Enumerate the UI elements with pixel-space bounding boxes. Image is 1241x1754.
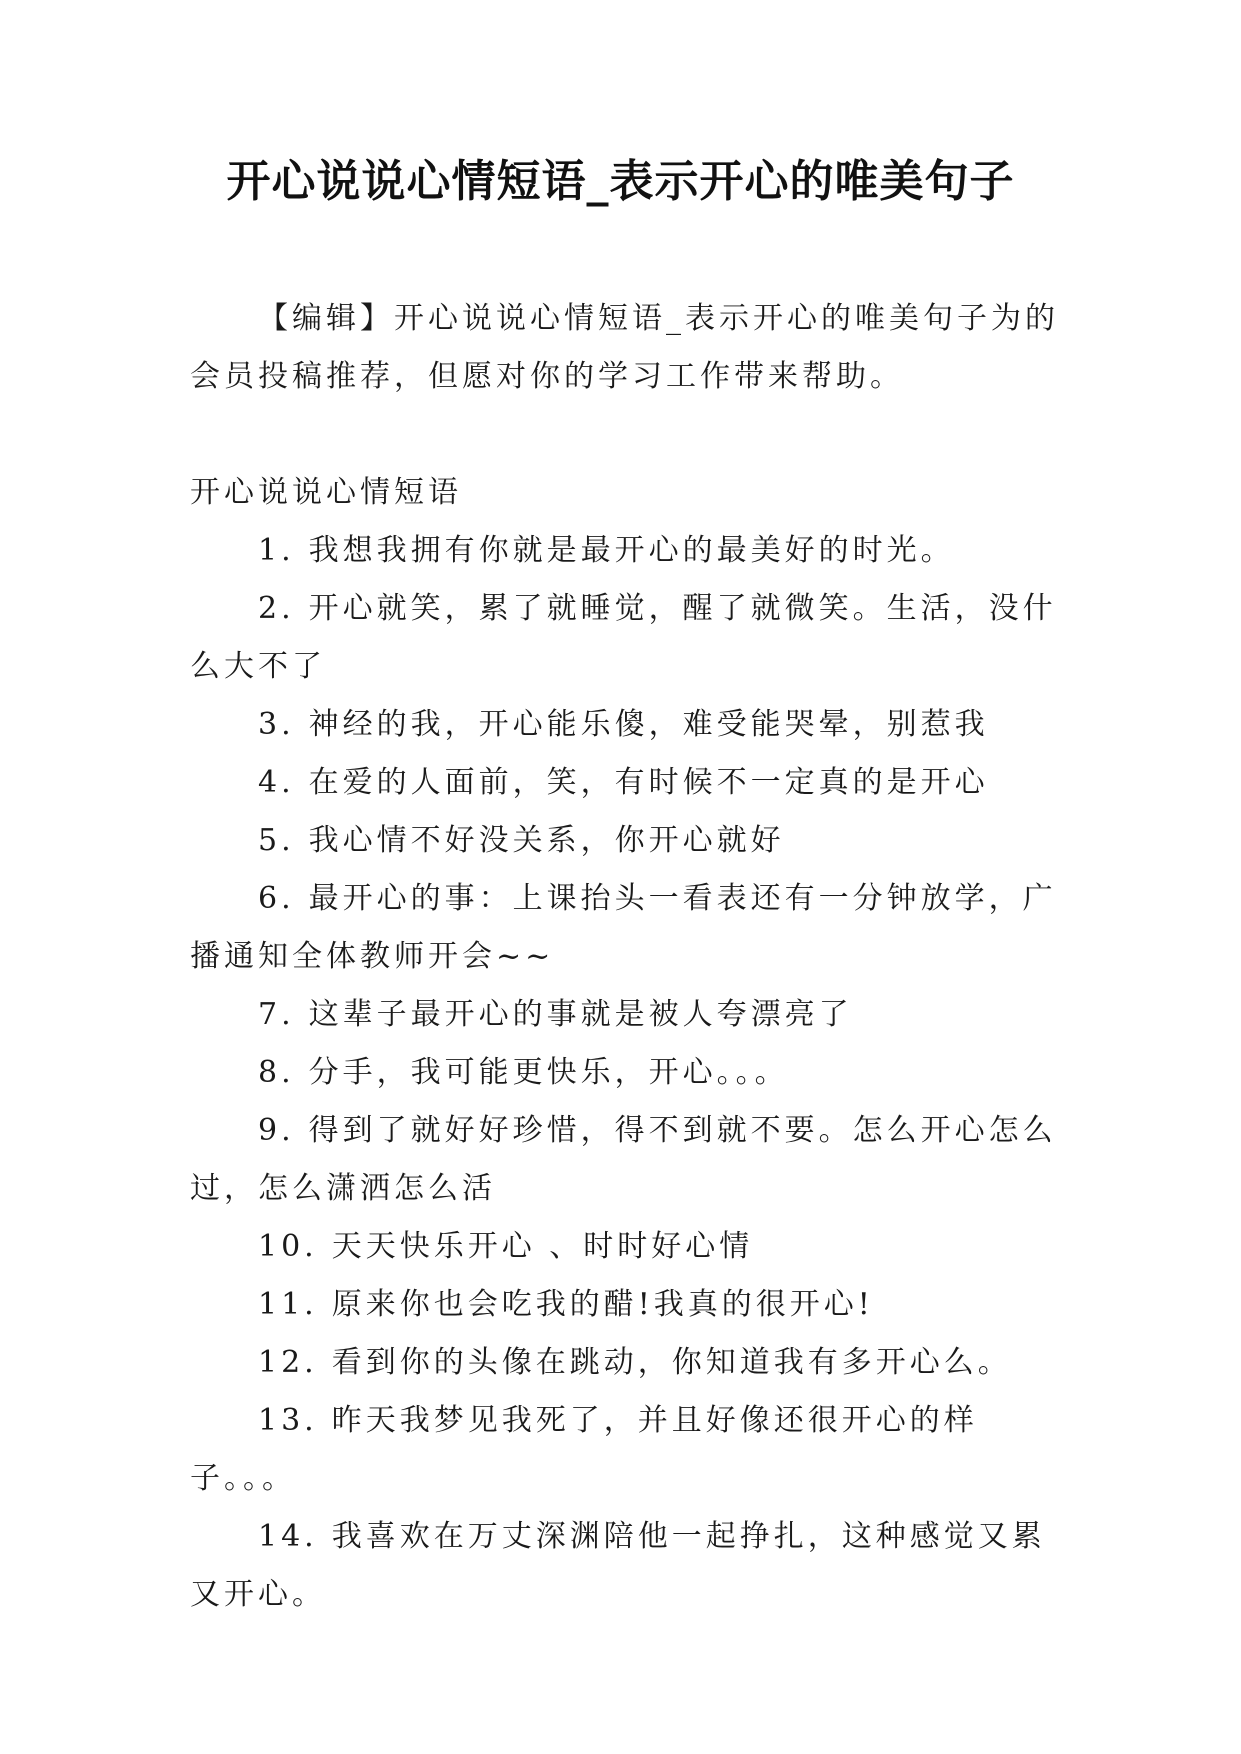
item-number: 9. bbox=[258, 1113, 295, 1148]
list-item bbox=[190, 870, 1070, 986]
item-text: 开心就笑，累了就睡觉，醒了就微笑。生活，没什么大不了 bbox=[190, 591, 1057, 684]
item-text: 昨天我梦见我死了，并且好像还很开心的样子。。。 bbox=[190, 1403, 978, 1496]
item-number: 5. bbox=[258, 823, 295, 858]
intro-paragraph: 【编辑】开心说说心情短语_表示开心的唯美句子为的会员投稿推荐，但愿对你的学习工作带来帮助。 bbox=[190, 301, 1059, 394]
item-text: 分手，我可能更快乐，开心。。。 bbox=[308, 1055, 789, 1090]
item-text: 最开心的事：上课抬头一看表还有一分钟放学，广播通知全体教师开会~~ bbox=[190, 881, 1057, 974]
item-number: 8. bbox=[258, 1055, 295, 1090]
list-item bbox=[190, 754, 1070, 812]
item-number: 11. bbox=[258, 1287, 318, 1322]
item-number: 14. bbox=[258, 1519, 318, 1554]
document-body bbox=[190, 290, 1070, 1624]
item-text: 这辈子最开心的事就是被人夸漂亮了 bbox=[308, 997, 853, 1032]
item-number: 7. bbox=[258, 997, 295, 1032]
section-heading: 开心说说心情短语 bbox=[190, 475, 462, 510]
list-item bbox=[190, 812, 1070, 870]
list-item bbox=[190, 522, 1070, 580]
item-text: 我心情不好没关系，你开心就好 bbox=[308, 823, 785, 858]
item-text: 得到了就好好珍惜，得不到就不要。怎么开心怎么过，怎么潇洒怎么活 bbox=[190, 1113, 1057, 1206]
sentence-list bbox=[190, 522, 1070, 1624]
item-text: 我喜欢在万丈深渊陪他一起挣扎，这种感觉又累又开心。 bbox=[190, 1519, 1046, 1612]
list-item bbox=[190, 580, 1070, 696]
item-text: 我想我拥有你就是最开心的最美好的时光。 bbox=[308, 533, 955, 568]
list-item bbox=[190, 986, 1070, 1044]
list-item bbox=[190, 1218, 1070, 1276]
list-item bbox=[190, 1508, 1070, 1624]
item-number: 10. bbox=[258, 1229, 318, 1264]
item-number: 4. bbox=[258, 765, 295, 800]
item-number: 6. bbox=[258, 881, 295, 916]
item-number: 1. bbox=[258, 533, 295, 568]
list-item bbox=[190, 1276, 1070, 1334]
list-item bbox=[190, 1102, 1070, 1218]
item-text: 天天快乐开心 、时时好心情 bbox=[331, 1229, 754, 1264]
item-number: 3. bbox=[258, 707, 295, 742]
item-text: 神经的我，开心能乐傻，难受能哭晕，别惹我 bbox=[308, 707, 989, 742]
list-item bbox=[190, 1044, 1070, 1102]
item-text: 在爱的人面前，笑，有时候不一定真的是开心 bbox=[308, 765, 989, 800]
item-number: 2. bbox=[258, 591, 295, 626]
document-title: 开心说说心情短语_表示开心的唯美句子 bbox=[226, 156, 1015, 207]
item-text: 看到你的头像在跳动，你知道我有多开心么。 bbox=[331, 1345, 1012, 1380]
item-number: 12. bbox=[258, 1345, 318, 1380]
item-text: 原来你也会吃我的醋!我真的很开心! bbox=[331, 1287, 874, 1322]
item-number: 13. bbox=[258, 1403, 318, 1438]
list-item bbox=[190, 1392, 1070, 1508]
list-item bbox=[190, 1334, 1070, 1392]
list-item bbox=[190, 696, 1070, 754]
